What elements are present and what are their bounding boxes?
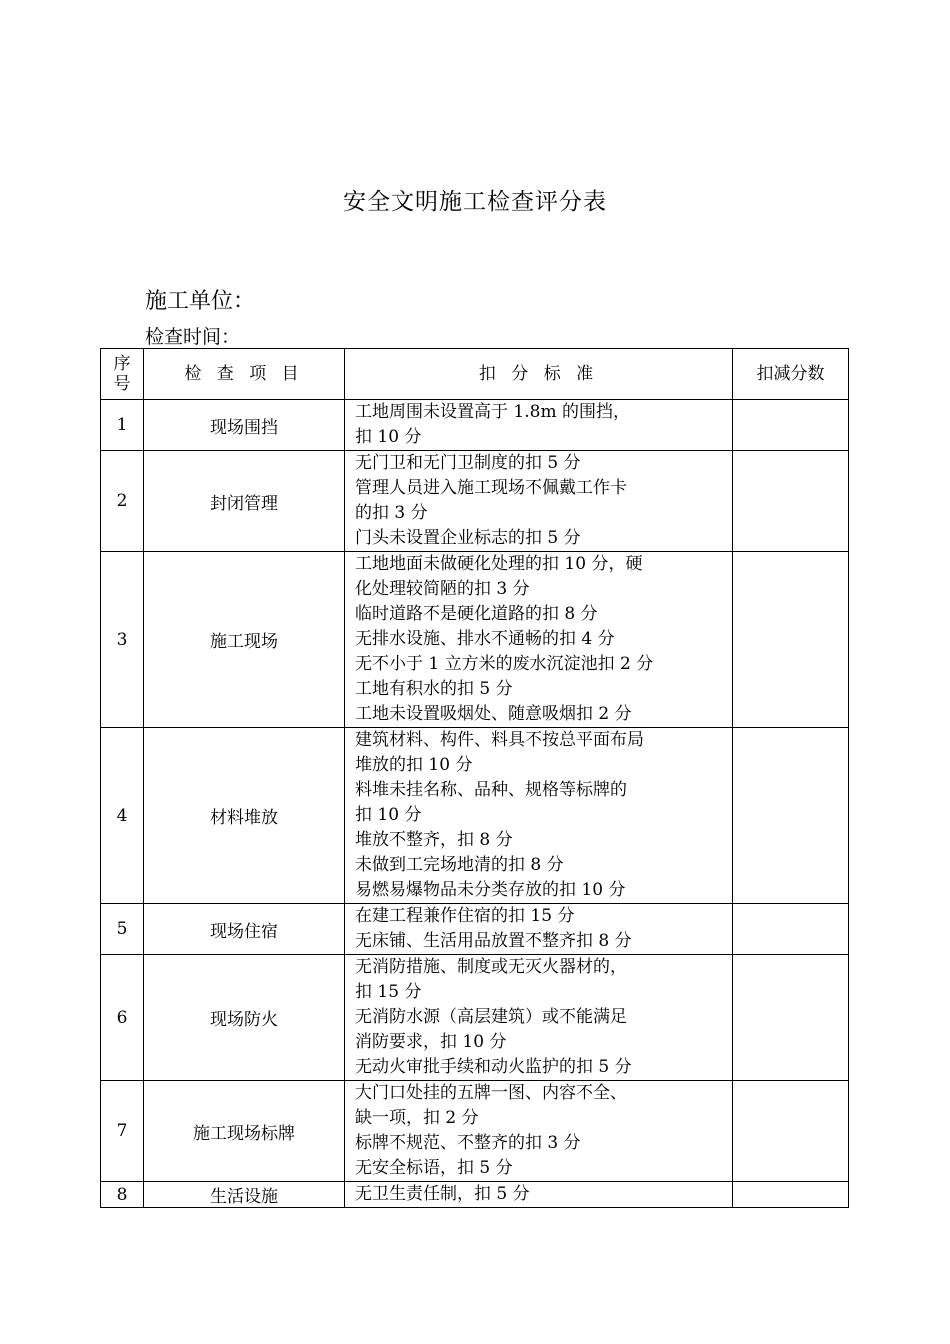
- cell-item: 施工现场: [144, 552, 345, 728]
- header-seq: [101, 349, 144, 400]
- criteria-line: 无不小于 1 立方米的废水沉淀池扣 2 分: [355, 654, 654, 674]
- criteria-line: 料堆未挂名称、品种、规格等标牌的: [355, 780, 627, 800]
- criteria-line: 临时道路不是硬化道路的扣 8 分: [355, 604, 598, 624]
- construction-unit-label: 施工单位：: [145, 289, 256, 314]
- criteria-line: 缺一项，扣 2 分: [355, 1108, 479, 1128]
- table-row: [101, 451, 849, 552]
- cell-deduction[interactable]: [733, 552, 849, 728]
- cell-criteria: [345, 552, 733, 728]
- cell-seq: 6: [101, 955, 144, 1081]
- cell-criteria: [345, 728, 733, 904]
- cell-item: 施工现场标牌: [144, 1081, 345, 1182]
- table-header-row: [101, 349, 849, 400]
- criteria-line: 工地未设置吸烟处、随意吸烟扣 2 分: [355, 704, 632, 724]
- criteria-line: 堆放不整齐，扣 8 分: [355, 830, 513, 850]
- cell-item: 现场住宿: [144, 904, 345, 955]
- cell-item: 封闭管理: [144, 451, 345, 552]
- criteria-line: 无卫生责任制，扣 5 分: [355, 1184, 530, 1204]
- cell-criteria: [345, 955, 733, 1081]
- cell-seq: 3: [101, 552, 144, 728]
- criteria-line: 门头未设置企业标志的扣 5 分: [355, 528, 581, 548]
- cell-seq: 4: [101, 728, 144, 904]
- cell-deduction[interactable]: [733, 728, 849, 904]
- cell-seq: 1: [101, 400, 144, 451]
- criteria-line: 工地地面未做硬化处理的扣 10 分，硬: [355, 554, 643, 574]
- cell-deduction[interactable]: [733, 904, 849, 955]
- header-seq-line: 序: [113, 354, 131, 374]
- cell-item: 材料堆放: [144, 728, 345, 904]
- table-row: [101, 1081, 849, 1182]
- inspection-score-table: [100, 348, 849, 1208]
- criteria-line: 工地周围未设置高于 1.8m 的围挡，: [355, 402, 630, 422]
- cell-deduction[interactable]: [733, 1081, 849, 1182]
- cell-deduction[interactable]: [733, 451, 849, 552]
- criteria-line: 无排水设施、排水不通畅的扣 4 分: [355, 629, 615, 649]
- cell-item: 现场围挡: [144, 400, 345, 451]
- table-row: [101, 728, 849, 904]
- table-row: [101, 400, 849, 451]
- criteria-line: 无床铺、生活用品放置不整齐扣 8 分: [355, 931, 632, 951]
- table-row: [101, 1182, 849, 1208]
- cell-seq: 8: [101, 1182, 144, 1208]
- criteria-line: 无动火审批手续和动火监护的扣 5 分: [355, 1057, 632, 1077]
- cell-criteria: [345, 1182, 733, 1208]
- criteria-line: 标牌不规范、不整齐的扣 3 分: [355, 1133, 581, 1153]
- cell-item: 生活设施: [144, 1182, 345, 1208]
- table-row: [101, 955, 849, 1081]
- criteria-line: 未做到工完场地清的扣 8 分: [355, 855, 564, 875]
- criteria-line: 堆放的扣 10 分: [355, 755, 473, 775]
- criteria-line: 无消防措施、制度或无灭火器材的，: [355, 957, 627, 977]
- header-criteria: 扣 分 标 准: [345, 349, 733, 400]
- header-item: 检 查 项 目: [144, 349, 345, 400]
- criteria-line: 在建工程兼作住宿的扣 15 分: [355, 906, 575, 926]
- table-body: [101, 400, 849, 1208]
- criteria-line: 无消防水源（高层建筑）或不能满足: [355, 1007, 627, 1027]
- criteria-line: 扣 15 分: [355, 982, 422, 1002]
- cell-deduction[interactable]: [733, 955, 849, 1081]
- cell-seq: 2: [101, 451, 144, 552]
- criteria-line: 工地有积水的扣 5 分: [355, 679, 513, 699]
- table-row: [101, 552, 849, 728]
- cell-item: 现场防火: [144, 955, 345, 1081]
- criteria-line: 的扣 3 分: [355, 503, 428, 523]
- criteria-line: 扣 10 分: [355, 805, 422, 825]
- criteria-line: 管理人员进入施工现场不佩戴工作卡: [355, 478, 627, 498]
- cell-criteria: [345, 400, 733, 451]
- cell-deduction[interactable]: [733, 1182, 849, 1208]
- criteria-line: 扣 10 分: [355, 427, 422, 447]
- cell-criteria: [345, 904, 733, 955]
- cell-seq: 5: [101, 904, 144, 955]
- criteria-line: 大门口处挂的五牌一图、内容不全、: [355, 1083, 627, 1103]
- page-title: 安全文明施工检查评分表: [343, 189, 607, 215]
- criteria-line: 无门卫和无门卫制度的扣 5 分: [355, 453, 581, 473]
- table-row: [101, 904, 849, 955]
- cell-criteria: [345, 1081, 733, 1182]
- criteria-line: 无安全标语，扣 5 分: [355, 1158, 513, 1178]
- inspection-time-label: 检查时间：: [145, 326, 241, 348]
- criteria-line: 化处理较简陋的扣 3 分: [355, 579, 530, 599]
- criteria-line: 易燃易爆物品未分类存放的扣 10 分: [355, 880, 626, 900]
- header-seq-line: 号: [113, 374, 131, 394]
- cell-criteria: [345, 451, 733, 552]
- cell-deduction[interactable]: [733, 400, 849, 451]
- cell-seq: 7: [101, 1081, 144, 1182]
- criteria-line: 建筑材料、构件、料具不按总平面布局: [355, 730, 644, 750]
- header-deduction: 扣减分数: [733, 349, 849, 400]
- criteria-line: 消防要求，扣 10 分: [355, 1032, 507, 1052]
